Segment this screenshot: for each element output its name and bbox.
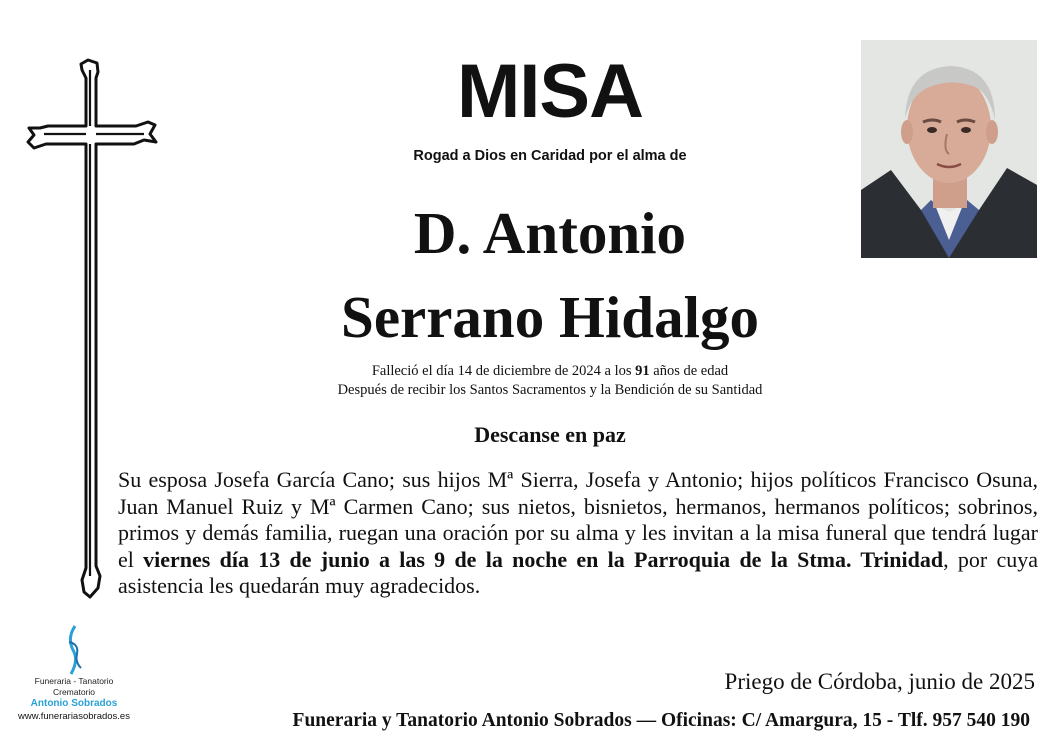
footer-contact: Funeraria y Tanatorio Antonio Sobrados — Oficinas: C/ Amargura, 15 - Tlf. 957 540 190 — [292, 710, 1030, 731]
death-date-text: Falleció el día 14 de diciembre de 2024 a los — [371, 363, 636, 379]
prayer-request: Rogad a Dios en Caridad por el alma de — [413, 148, 687, 164]
portrait-illustration — [861, 40, 1037, 258]
age-suffix: años de edad — [649, 363, 729, 379]
logo-line-1: Funeraria - Tanatorio — [34, 676, 114, 686]
page-title: MISA — [457, 49, 643, 134]
deceased-name-line2: Serrano Hidalgo — [341, 284, 759, 350]
announcement-body — [118, 467, 1038, 600]
place-date: Priego de Córdoba, junio de 2025 — [724, 669, 1035, 694]
logo-line-2: Crematorio — [52, 687, 96, 697]
death-date-line — [230, 362, 870, 380]
body-closing-text: , por cuya asistencia les quedarán muy agradecidos. — [118, 546, 1038, 598]
deceased-name-line1: D. Antonio — [413, 200, 687, 266]
logo-mark-icon — [63, 624, 85, 676]
rest-in-peace: Descanse en paz — [474, 422, 626, 447]
logo-brand: Antonio Sobrados — [30, 698, 118, 709]
age-value: 91 — [635, 363, 650, 379]
deceased-photo — [861, 40, 1037, 258]
funeral-home-logo — [14, 624, 134, 734]
sacraments-line: Después de recibir los Santos Sacramentos y la Bendición de su Santidad — [337, 382, 763, 398]
body-mass-details: viernes día 13 de junio a las 9 de la noche en la Parroquia de la Stma. Trinidad — [143, 546, 944, 572]
logo-website: www.funerariasobrados.es — [18, 711, 130, 722]
body-family-text: Su esposa Josefa García Cano; sus hijos Mª Sierra, Josefa y Antonio; hijos políticos Francisco Osuna, Juan Manuel Ruiz y Mª Carmen Cano; sus nietos, bisnietos, hermanos, hermanos políticos; sobrinos, primos y demás familia, ruegan una oración por su alma y les invitan a la misa funeral que tendrá lugar el — [118, 467, 1038, 572]
